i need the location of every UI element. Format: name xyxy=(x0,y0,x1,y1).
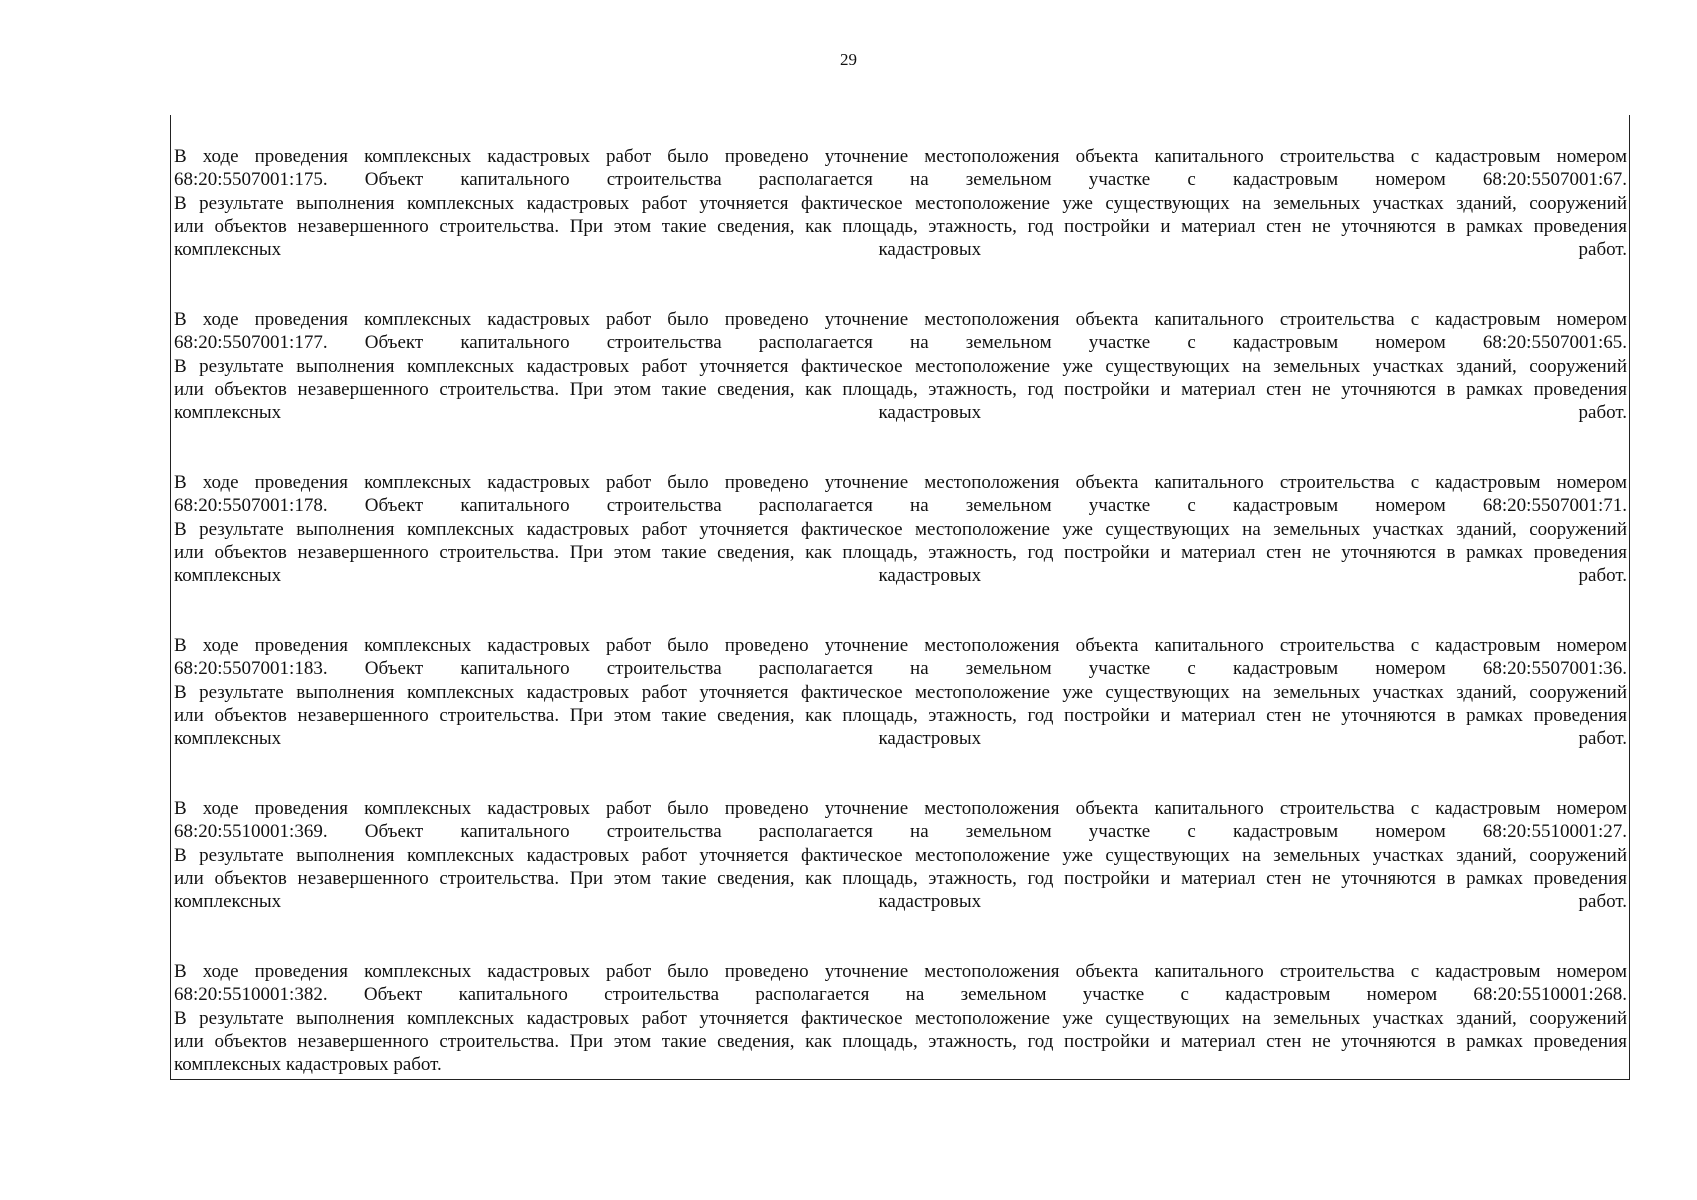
entry-line: комплексных кадастровых работ. xyxy=(174,728,1627,750)
entry-line: или объектов незавершенного строительства. При этом такие сведения, как площадь, этажность, год постройки и материал стен не уточняются в рамках проведения xyxy=(174,215,1627,237)
entry-line: В ходе проведения комплексных кадастровых работ было проведено уточнение местоположения объекта капитального строительства с кадастровым номером xyxy=(174,961,1627,982)
entry-line: 68:20:5507001:175. Объект капитального строительства располагается на земельном участке с кадастровым номером 68:20:5507001:67. xyxy=(174,169,1627,191)
entry-line: или объектов незавершенного строительства. При этом такие сведения, как площадь, этажность, год постройки и материал стен не уточняются в рамках проведения xyxy=(174,378,1627,400)
entry-line: 68:20:5510001:369. Объект капитального строительства располагается на земельном участке с кадастровым номером 68:20:5510001:27. xyxy=(174,821,1627,843)
entry-line: В ходе проведения комплексных кадастровых работ было проведено уточнение местоположения объекта капитального строительства с кадастровым номером xyxy=(174,309,1627,330)
table-frame xyxy=(170,115,1630,1080)
entry-6 xyxy=(174,960,1627,1123)
entry-line: В ходе проведения комплексных кадастровых работ было проведено уточнение местоположения объекта капитального строительства с кадастровым номером xyxy=(174,472,1627,493)
entry-line: В результате выполнения комплексных кадастровых работ уточняется фактическое местоположение уже существующих на земельных участках зданий, сооружений xyxy=(174,681,1627,703)
entry-line: комплексных кадастровых работ. xyxy=(174,239,1627,261)
entry-line: комплексных кадастровых работ. xyxy=(174,1054,442,1076)
entry-line: В результате выполнения комплексных кадастровых работ уточняется фактическое местоположение уже существующих на земельных участках зданий, сооружений xyxy=(174,355,1627,377)
entry-line: 68:20:5507001:183. Объект капитального строительства располагается на земельном участке с кадастровым номером 68:20:5507001:36. xyxy=(174,658,1627,680)
entry-3 xyxy=(174,471,1627,634)
entry-line: комплексных кадастровых работ. xyxy=(174,891,1627,913)
entry-line: комплексных кадастровых работ. xyxy=(174,402,1627,424)
entry-line: В ходе проведения комплексных кадастровых работ было проведено уточнение местоположения объекта капитального строительства с кадастровым номером xyxy=(174,635,1627,656)
entry-line: или объектов незавершенного строительства. При этом такие сведения, как площадь, этажность, год постройки и материал стен не уточняются в рамках проведения xyxy=(174,704,1627,726)
entry-1 xyxy=(174,145,1627,308)
entry-line: В ходе проведения комплексных кадастровых работ было проведено уточнение местоположения объекта капитального строительства с кадастровым номером xyxy=(174,146,1627,167)
entry-5 xyxy=(174,797,1627,960)
entry-line: В результате выполнения комплексных кадастровых работ уточняется фактическое местоположение уже существующих на земельных участках зданий, сооружений xyxy=(174,844,1627,866)
entry-2 xyxy=(174,308,1627,471)
entries-list xyxy=(174,145,1627,1123)
entry-line: комплексных кадастровых работ. xyxy=(174,565,1627,587)
entry-line: 68:20:5507001:178. Объект капитального строительства располагается на земельном участке с кадастровым номером 68:20:5507001:71. xyxy=(174,495,1627,517)
entry-4 xyxy=(174,634,1627,797)
entry-line: В результате выполнения комплексных кадастровых работ уточняется фактическое местоположение уже существующих на земельных участках зданий, сооружений xyxy=(174,1007,1627,1029)
entry-line: или объектов незавершенного строительства. При этом такие сведения, как площадь, этажность, год постройки и материал стен не уточняются в рамках проведения xyxy=(174,867,1627,889)
page-number: 29 xyxy=(840,50,857,69)
entry-line: В ходе проведения комплексных кадастровых работ было проведено уточнение местоположения объекта капитального строительства с кадастровым номером xyxy=(174,798,1627,819)
entry-line: В результате выполнения комплексных кадастровых работ уточняется фактическое местоположение уже существующих на земельных участках зданий, сооружений xyxy=(174,192,1627,214)
entry-line: 68:20:5507001:177. Объект капитального строительства располагается на земельном участке с кадастровым номером 68:20:5507001:65. xyxy=(174,332,1627,354)
entry-line: или объектов незавершенного строительства. При этом такие сведения, как площадь, этажность, год постройки и материал стен не уточняются в рамках проведения xyxy=(174,1030,1627,1052)
entry-line: В результате выполнения комплексных кадастровых работ уточняется фактическое местоположение уже существующих на земельных участках зданий, сооружений xyxy=(174,518,1627,540)
entry-line: 68:20:5510001:382. Объект капитального строительства располагается на земельном участке с кадастровым номером 68:20:5510001:268. xyxy=(174,984,1627,1006)
entry-line: или объектов незавершенного строительства. При этом такие сведения, как площадь, этажность, год постройки и материал стен не уточняются в рамках проведения xyxy=(174,541,1627,563)
